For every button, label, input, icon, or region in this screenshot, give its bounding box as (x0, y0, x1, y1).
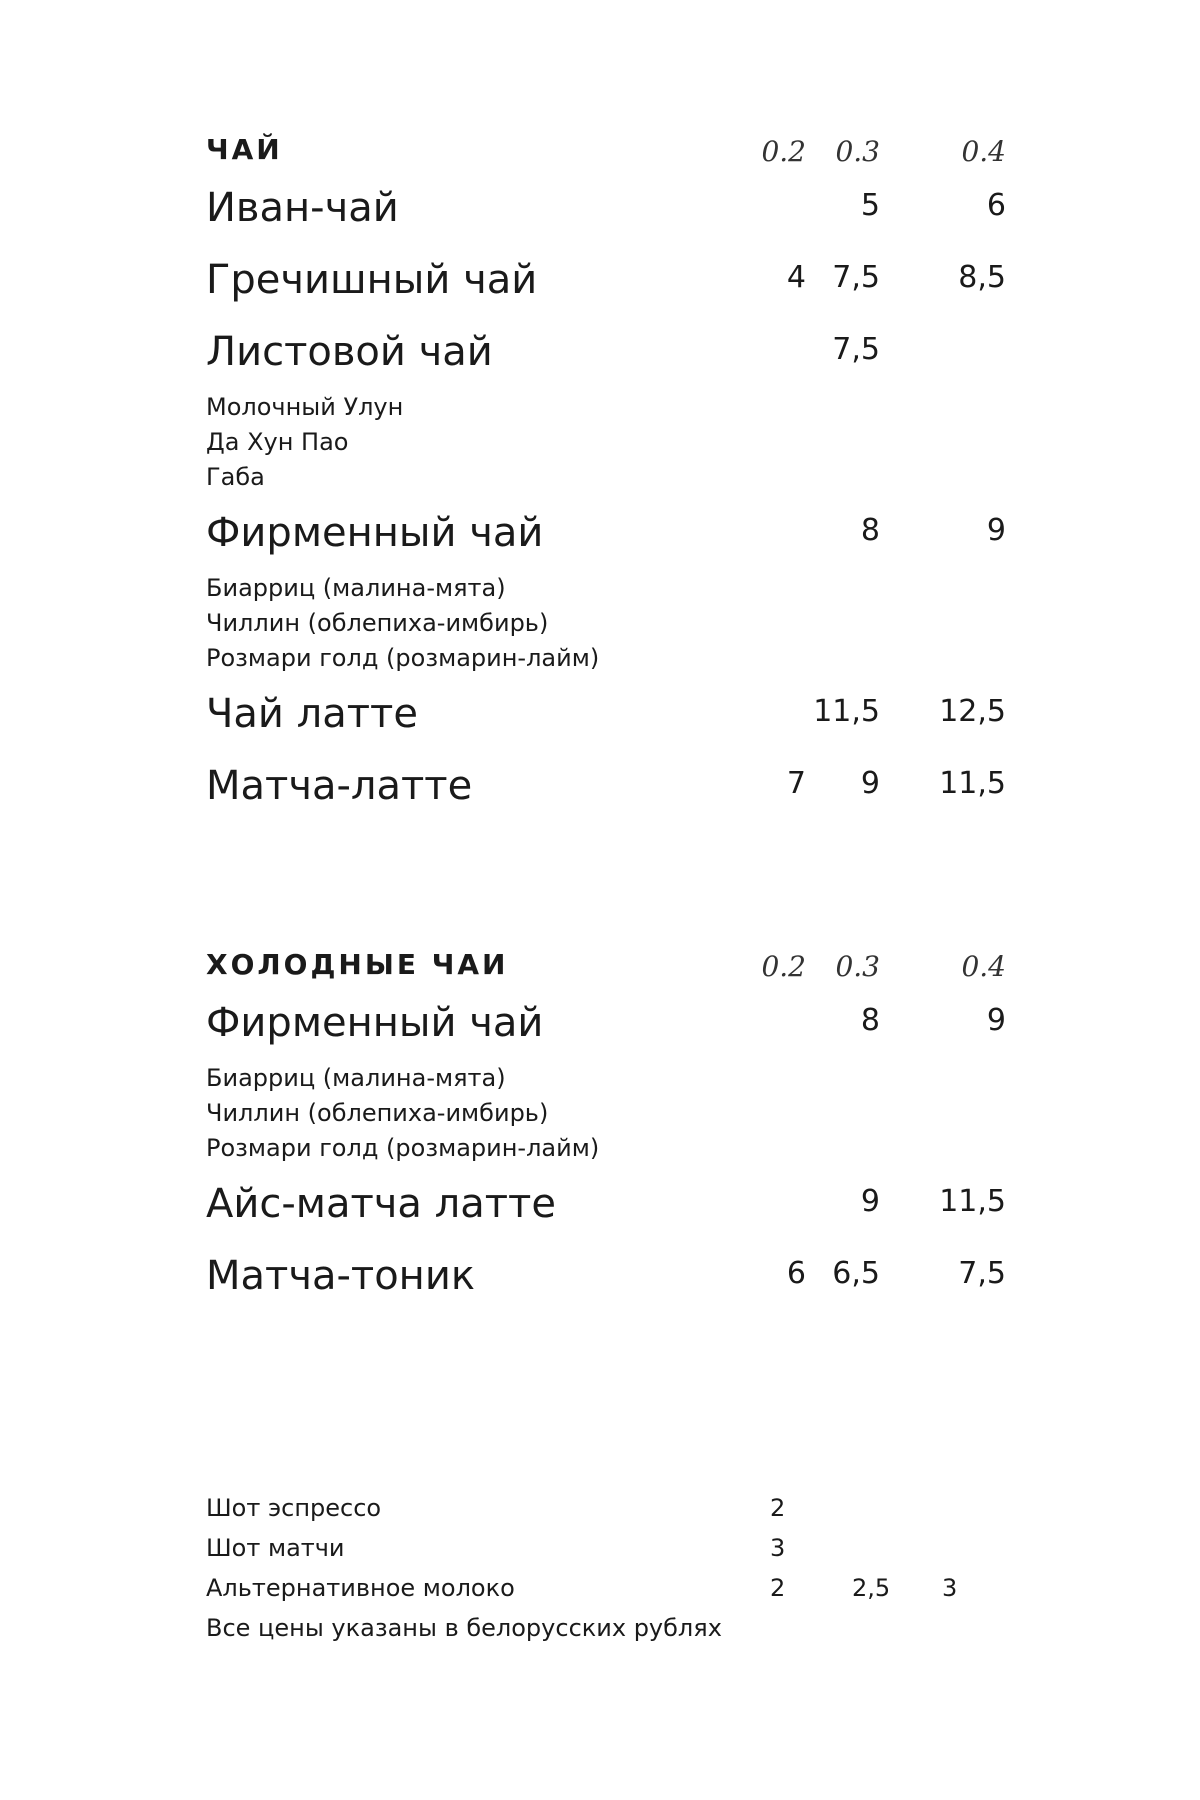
extra-item (206, 1488, 1006, 1528)
variety-list (206, 571, 1006, 680)
item-name: Гречишный чай (206, 257, 538, 303)
variety-item: Габа (206, 463, 265, 491)
extra-price: 3 (942, 1574, 958, 1602)
item-name: Фирменный чай (206, 1000, 544, 1046)
variety-list (206, 1061, 1006, 1170)
price-medium: 7,5 (832, 332, 880, 367)
price-medium: 8 (860, 1003, 880, 1038)
variety-list (206, 390, 1006, 499)
variety-item: Розмари голд (розмарин-лайм) (206, 644, 600, 672)
extra-label: Шот матчи (206, 1534, 345, 1562)
extra-price: 2 (770, 1574, 786, 1602)
footer-note-row (206, 1608, 1006, 1648)
section-header (206, 945, 1006, 989)
size-label-small: 0.2 (761, 135, 806, 168)
price-medium: 9 (860, 1184, 880, 1219)
variety-item: Биарриц (малина-мята) (206, 574, 506, 602)
price-large: 11,5 (939, 1184, 1006, 1219)
extra-item (206, 1568, 1006, 1608)
item-name: Матча-тоник (206, 1253, 475, 1299)
item-name: Матча-латте (206, 763, 473, 809)
price-small: 6 (786, 1256, 806, 1291)
extra-label: Шот эспрессо (206, 1494, 382, 1522)
section-header (206, 130, 1006, 174)
price-large: 11,5 (939, 766, 1006, 801)
extra-price: 2,5 (852, 1574, 891, 1602)
price-medium: 8 (860, 513, 880, 548)
size-label-large: 0.4 (961, 135, 1006, 168)
menu-item (206, 680, 1006, 752)
price-large: 6 (986, 188, 1006, 223)
variety-item: Розмари голд (розмарин-лайм) (206, 1134, 600, 1162)
price-small: 4 (786, 260, 806, 295)
price-medium: 9 (860, 766, 880, 801)
extra-price: 2 (770, 1494, 786, 1522)
variety-item: Чиллин (облепиха-имбирь) (206, 609, 549, 637)
extra-price: 3 (770, 1534, 786, 1562)
price-medium: 6,5 (832, 1256, 880, 1291)
menu-item (206, 989, 1006, 1170)
price-large: 12,5 (939, 694, 1006, 729)
menu-item (206, 1170, 1006, 1242)
size-label-large: 0.4 (961, 950, 1006, 983)
section-title: ЧАЙ (206, 133, 283, 166)
price-medium: 11,5 (813, 694, 880, 729)
tea-section (206, 130, 1006, 824)
item-name: Листовой чай (206, 329, 493, 375)
size-label-small: 0.2 (761, 950, 806, 983)
variety-item: Да Хун Пао (206, 428, 349, 456)
footer-note: Все цены указаны в белорусских рублях (206, 1614, 722, 1642)
size-label-medium: 0.3 (835, 135, 880, 168)
price-large: 7,5 (958, 1256, 1006, 1291)
menu-item (206, 752, 1006, 824)
variety-item: Биарриц (малина-мята) (206, 1064, 506, 1092)
menu-item (206, 1242, 1006, 1314)
extra-item (206, 1528, 1006, 1568)
variety-item: Молочный Улун (206, 393, 404, 421)
price-medium: 5 (860, 188, 880, 223)
price-medium: 7,5 (832, 260, 880, 295)
size-label-medium: 0.3 (835, 950, 880, 983)
section-title: ХОЛОДНЫЕ ЧАИ (206, 948, 509, 981)
item-name: Фирменный чай (206, 510, 544, 556)
extra-label: Альтернативное молоко (206, 1574, 515, 1602)
cold-tea-section (206, 945, 1006, 1314)
price-large: 9 (986, 1003, 1006, 1038)
price-small: 7 (786, 766, 806, 801)
extras-list (206, 1488, 1006, 1648)
item-name: Айс-матча латте (206, 1181, 556, 1227)
menu-item (206, 499, 1006, 680)
menu-item (206, 318, 1006, 499)
variety-item: Чиллин (облепиха-имбирь) (206, 1099, 549, 1127)
menu-item (206, 174, 1006, 246)
item-name: Иван-чай (206, 185, 399, 231)
menu-item (206, 246, 1006, 318)
price-large: 9 (986, 513, 1006, 548)
item-name: Чай латте (206, 691, 418, 737)
price-large: 8,5 (958, 260, 1006, 295)
